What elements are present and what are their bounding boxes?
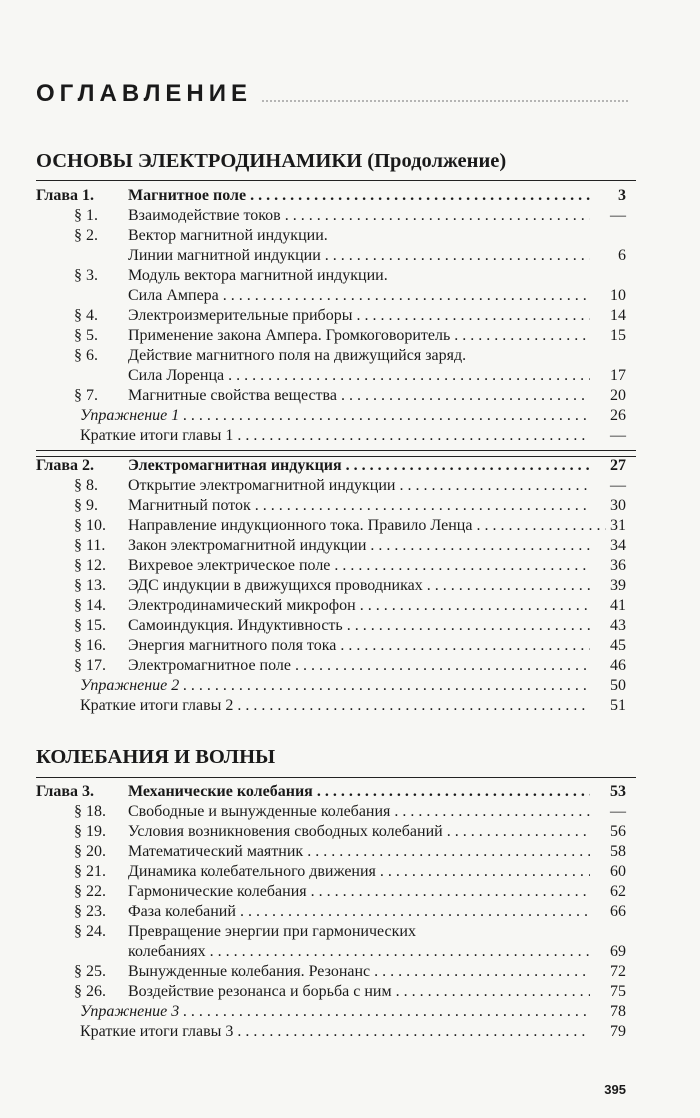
divider: [36, 777, 636, 778]
toc-entry: [0, 516, 700, 536]
entry-title: Открытие электромагнитной индукции . . .: [128, 476, 590, 496]
toc-entry: [0, 902, 700, 922]
entry-title: Электромагнитная индукция . . .: [128, 456, 590, 476]
page-ref: 45: [610, 637, 626, 654]
entry-title: Механические колебания . . .: [128, 782, 590, 802]
page-ref: 26: [610, 407, 626, 424]
entry-title: Магнитные свойства вещества . . .: [128, 386, 590, 406]
entry-number: § 6.: [74, 347, 98, 364]
page-ref: 30: [610, 497, 626, 514]
page-ref: 43: [610, 617, 626, 634]
entry-number: § 12.: [74, 557, 106, 574]
entry-title: Электродинамический микрофон . . .: [128, 596, 590, 616]
exercise-entry: [0, 676, 700, 696]
page-number: 395: [604, 1082, 626, 1097]
toc-entry: [0, 266, 700, 286]
page-ref: —: [610, 207, 626, 224]
toc-entry: [0, 942, 700, 962]
entry-number: Глава 2.: [36, 457, 94, 474]
entry-title: Краткие итоги главы 2 . . .: [80, 696, 590, 716]
entry-number: § 17.: [74, 657, 106, 674]
page-ref: —: [610, 477, 626, 494]
divider: [36, 180, 636, 181]
entry-number: § 26.: [74, 983, 106, 1000]
page-ref: 62: [610, 883, 626, 900]
page-ref: 51: [610, 697, 626, 714]
entry-title: Сила Ампера . . .: [128, 286, 590, 306]
entry-title: Применение закона Ампера. Громкоговоритель . . .: [128, 326, 590, 346]
page-ref: 60: [610, 863, 626, 880]
exercise-entry: [0, 406, 700, 426]
entry-title: Вектор магнитной индукции.: [128, 227, 328, 244]
page-ref: 3: [618, 187, 626, 204]
toc-entry: [0, 596, 700, 616]
entry-title: Магнитное поле . . .: [128, 186, 590, 206]
part-title: [36, 150, 506, 173]
toc-entry: [0, 842, 700, 862]
page-ref: 53: [610, 783, 626, 800]
entry-title: колебаниях . . .: [128, 942, 590, 962]
page-ref: 78: [610, 1003, 626, 1020]
page-ref: 79: [610, 1023, 626, 1040]
toc-title: ОГЛАВЛЕНИЕ: [36, 80, 253, 107]
entry-title: Самоиндукция. Индуктивность . . .: [128, 616, 590, 636]
toc-entry: [0, 862, 700, 882]
entry-title: Линии магнитной индукции . . .: [128, 246, 590, 266]
toc-entry: [0, 616, 700, 636]
entry-title: Направление индукционного тока. Правило Ленца . . .: [128, 516, 606, 536]
entry-number: § 2.: [74, 227, 98, 244]
entry-number: Глава 3.: [36, 783, 94, 800]
part-subtitle: (Продолжение): [362, 150, 507, 172]
entry-title: Условия возникновения свободных колебаний . . .: [128, 822, 590, 842]
page-ref: 75: [610, 983, 626, 1000]
divider: [36, 450, 636, 451]
entry-title: Упражнение 1 . . .: [80, 406, 590, 426]
page-ref: 56: [610, 823, 626, 840]
divider: [36, 456, 636, 457]
entry-title: Сила Лоренца . . .: [128, 366, 590, 386]
chapter-heading: [0, 456, 700, 476]
entry-number: § 21.: [74, 863, 106, 880]
entry-number: § 1.: [74, 207, 98, 224]
page-ref: —: [610, 427, 626, 444]
entry-title: Краткие итоги главы 3 . . .: [80, 1022, 590, 1042]
toc-entry: [0, 636, 700, 656]
entry-title: Фаза колебаний . . .: [128, 902, 590, 922]
toc-entry: [0, 922, 700, 942]
toc-entry: [0, 306, 700, 326]
entry-title: Упражнение 2 . . .: [80, 676, 590, 696]
page-ref: 66: [610, 903, 626, 920]
page-ref: 10: [610, 287, 626, 304]
summary-entry: [0, 696, 700, 716]
page-ref: 6: [618, 247, 626, 264]
chapter-heading: [0, 782, 700, 802]
page-ref: 27: [610, 457, 626, 474]
entry-number: § 8.: [74, 477, 98, 494]
entry-title: Электромагнитное поле . . .: [128, 656, 590, 676]
toc-entry: [0, 346, 700, 366]
entry-number: § 11.: [74, 537, 106, 554]
page-ref: —: [610, 803, 626, 820]
entry-title: Взаимодействие токов . . .: [128, 206, 590, 226]
toc-entry: [0, 246, 700, 266]
toc-entry: [0, 386, 700, 406]
toc-entry: [0, 536, 700, 556]
entry-title: Упражнение 3 . . .: [80, 1002, 590, 1022]
entry-title: Гармонические колебания . . .: [128, 882, 590, 902]
entry-title: Вынужденные колебания. Резонанс . . .: [128, 962, 590, 982]
toc-entry: [0, 326, 700, 346]
summary-entry: [0, 426, 700, 446]
page-ref: 15: [610, 327, 626, 344]
page-ref: 72: [610, 963, 626, 980]
entry-number: § 22.: [74, 883, 106, 900]
entry-title: Воздействие резонанса и борьба с ним . . .: [128, 982, 590, 1002]
page-ref: 58: [610, 843, 626, 860]
entry-title: ЭДС индукции в движущихся проводниках . . .: [128, 576, 590, 596]
page-ref: 69: [610, 943, 626, 960]
entry-number: § 15.: [74, 617, 106, 634]
part-title-text: КОЛЕБАНИЯ И ВОЛНЫ: [36, 746, 276, 768]
entry-title: Динамика колебательного движения . . .: [128, 862, 590, 882]
entry-title: Математический маятник . . .: [128, 842, 590, 862]
entry-number: § 7.: [74, 387, 98, 404]
entry-title: Краткие итоги главы 1 . . .: [80, 426, 590, 446]
entry-number: § 19.: [74, 823, 106, 840]
entry-number: § 20.: [74, 843, 106, 860]
toc-entry: [0, 496, 700, 516]
toc-entry: [0, 226, 700, 246]
part-title-text: ОСНОВЫ ЭЛЕКТРОДИНАМИКИ: [36, 150, 363, 172]
chapter-heading: [0, 186, 700, 206]
toc-entry: [0, 962, 700, 982]
entry-title: Магнитный поток . . .: [128, 496, 590, 516]
page-ref: 31: [610, 517, 626, 534]
entry-number: § 18.: [74, 803, 106, 820]
toc-entry: [0, 476, 700, 496]
toc-entry: [0, 366, 700, 386]
page-ref: 17: [610, 367, 626, 384]
entry-title: Энергия магнитного поля тока . . .: [128, 636, 590, 656]
entry-title: Действие магнитного поля на движущийся заряд.: [128, 347, 467, 364]
page-ref: 39: [610, 577, 626, 594]
entry-number: Глава 1.: [36, 187, 94, 204]
page-ref: 14: [610, 307, 626, 324]
entry-number: § 24.: [74, 923, 106, 940]
toc-entry: [0, 286, 700, 306]
entry-title: Электроизмерительные приборы . . .: [128, 306, 590, 326]
entry-title: Закон электромагнитной индукции . . .: [128, 536, 590, 556]
part-title: [36, 746, 275, 769]
page-ref: 36: [610, 557, 626, 574]
entry-number: § 25.: [74, 963, 106, 980]
toc-entry: [0, 656, 700, 676]
entry-number: § 14.: [74, 597, 106, 614]
page-ref: 50: [610, 677, 626, 694]
entry-number: § 10.: [74, 517, 106, 534]
entry-number: § 3.: [74, 267, 98, 284]
page-ref: 46: [610, 657, 626, 674]
page-ref: 41: [610, 597, 626, 614]
summary-entry: [0, 1022, 700, 1042]
entry-title: Свободные и вынужденные колебания . . .: [128, 802, 590, 822]
toc-entry: [0, 206, 700, 226]
exercise-entry: [0, 1002, 700, 1022]
entry-title: Превращение энергии при гармонических: [128, 923, 416, 940]
toc-entry: [0, 882, 700, 902]
title-decoration: [262, 100, 628, 102]
page-ref: 20: [610, 387, 626, 404]
entry-number: § 13.: [74, 577, 106, 594]
toc-entry: [0, 822, 700, 842]
page-ref: 34: [610, 537, 626, 554]
entry-number: § 4.: [74, 307, 98, 324]
toc-entry: [0, 576, 700, 596]
toc-entry: [0, 982, 700, 1002]
entry-title: Модуль вектора магнитной индукции.: [128, 267, 388, 284]
entry-number: § 16.: [74, 637, 106, 654]
toc-entry: [0, 556, 700, 576]
entry-number: § 9.: [74, 497, 98, 514]
entry-title: Вихревое электрическое поле . . .: [128, 556, 590, 576]
entry-number: § 5.: [74, 327, 98, 344]
entry-number: § 23.: [74, 903, 106, 920]
toc-entry: [0, 802, 700, 822]
